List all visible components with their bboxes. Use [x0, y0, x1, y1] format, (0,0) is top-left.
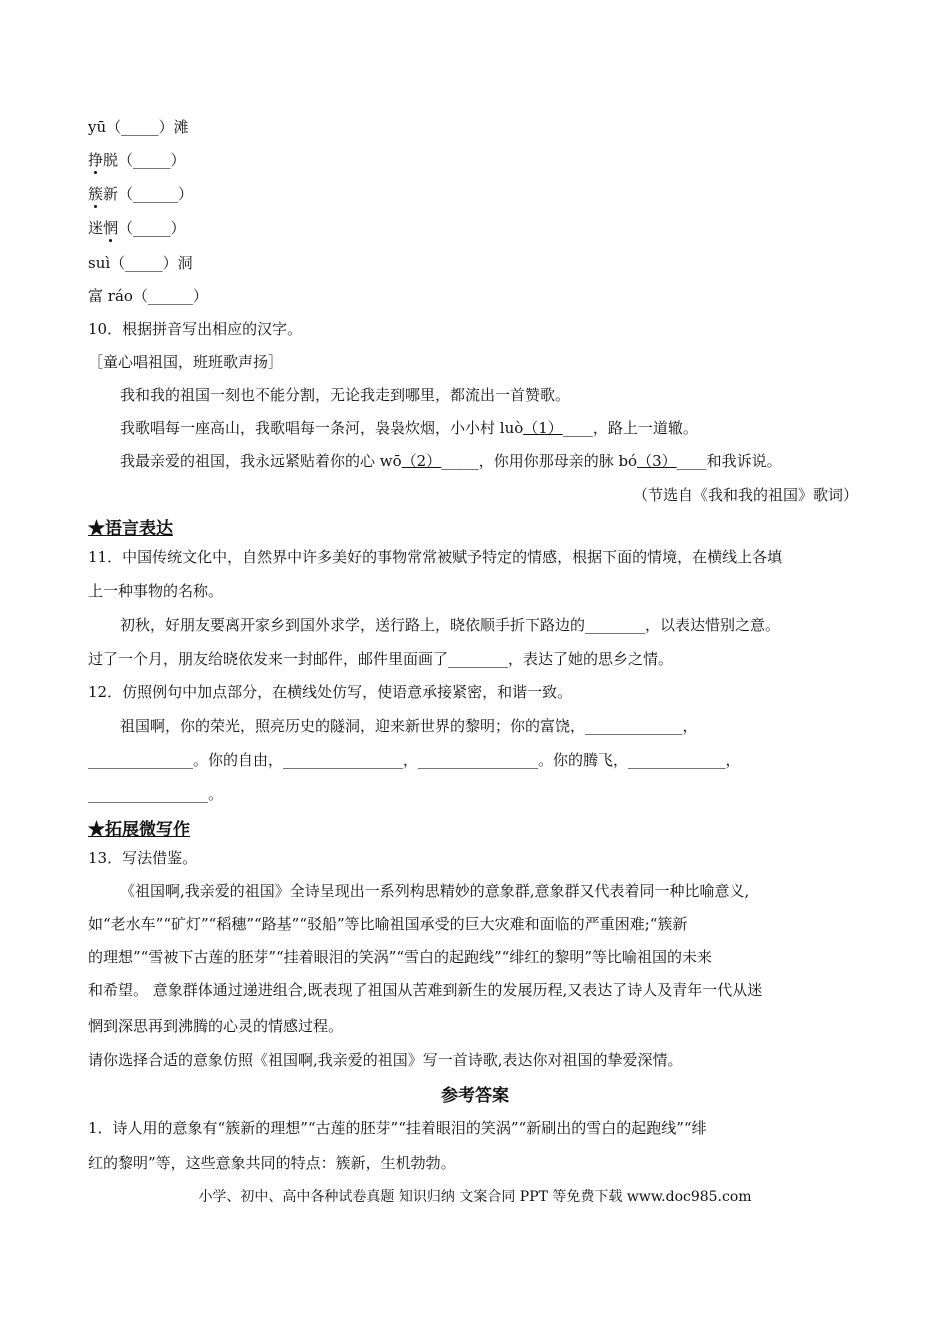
item-text: ）滩	[158, 118, 189, 136]
dotted-char: 簇	[88, 185, 104, 203]
pinyin-item-2	[88, 150, 186, 170]
q13-para-line-4: 和希望。 意象群体通过递进组合,既表现了祖国从苦难到新生的发展历程,又表达了诗人及青年一代从迷	[88, 981, 763, 999]
q10-lyric-line-1: 我和我的祖国一刻也不能分割，无论我走到哪里，都流出一首赞歌。	[120, 386, 571, 404]
lyric-text: _____，你用你那母亲的脉 bó	[441, 452, 638, 470]
pinyin-item-1	[88, 117, 189, 137]
answer-blank[interactable]: _____	[133, 151, 171, 169]
q12-line-2: 祖国啊，你的荣光，照亮历史的隧洞，迎来新世界的黎明；你的富饶，_____________，	[120, 717, 698, 735]
item-text: 新（	[103, 185, 134, 203]
q12-line-3: ______________。你的自由，________________，________________。你的腾飞，_____________，	[88, 751, 741, 769]
answer-1-line-1: 1．诗人用的意象有“簇新的理想”“古莲的胚芽”“挂着眼泪的笑涡”“新刷出的雪白的起跑线”“绯	[88, 1119, 707, 1137]
q13-para-line-1: 《祖国啊,我亲爱的祖国》全诗呈现出一系列构思精妙的意象群,意象群又代表着同一种比喻意义,	[120, 882, 750, 900]
dotted-char: 惘	[103, 219, 119, 237]
section-heading-writing: ★拓展微写作	[88, 820, 190, 840]
item-text: （	[118, 219, 134, 237]
pinyin-item-5	[88, 253, 193, 273]
q13-para-line-2: 如“老水车”“矿灯”“稻穗”“路基”“驳船”等比喻祖国承受的巨大灾难和面临的严重困难;“簇新	[88, 915, 688, 933]
answer-1-line-2: 红的黎明”等，这些意象共同的特点：簇新，生机勃勃。	[88, 1154, 456, 1172]
q12-line-4: ________________。	[88, 785, 224, 803]
lyric-text: 我最亲爱的祖国，我永远紧贴着你的心 wō	[120, 452, 402, 470]
blank-2[interactable]: （2）	[401, 452, 442, 470]
q11-line-3: 初秋，好朋友要离开家乡到国外求学，送行路上，晓依顺手折下路边的________，以表达惜别之意。	[120, 616, 781, 634]
answer-blank[interactable]: ______	[133, 185, 179, 203]
item-text: ）洞	[162, 254, 193, 272]
pinyin-item-3	[88, 184, 193, 204]
item-text: ）	[170, 151, 186, 169]
dotted-char: 挣	[88, 151, 104, 169]
item-text: ）	[192, 287, 208, 305]
item-text: 迷	[88, 219, 104, 237]
q12-line-1: 12．仿照例句中加点部分，在横线处仿写，使语意承接紧密，和谐一致。	[88, 683, 573, 701]
answer-blank[interactable]: _____	[133, 219, 171, 237]
section-heading-language: ★语言表达	[88, 519, 173, 539]
item-text: 脱（	[103, 151, 134, 169]
answer-title: 参考答案	[441, 1086, 509, 1106]
pinyin-item-6	[88, 286, 208, 306]
lyric-text: ____，路上一道辙。	[562, 419, 698, 437]
answer-blank[interactable]: _____	[121, 118, 159, 136]
item-text: ）	[178, 185, 194, 203]
blank-1[interactable]: （1）	[523, 419, 563, 437]
q10-source: （节选自《我和我的祖国》歌词）	[632, 486, 858, 504]
pinyin-item-4	[88, 218, 186, 238]
item-text: 富 ráo（	[88, 287, 148, 305]
q13-stem: 13．写法借鉴。	[88, 849, 198, 867]
q13-para-line-5: 惘到深思再到沸腾的心灵的情感过程。	[88, 1017, 344, 1035]
q10-stem: 10．根据拼音写出相应的汉字。	[88, 320, 303, 338]
q11-line-1: 11．中国传统文化中，自然界中许多美好的事物常常被赋予特定的情感，根据下面的情境，在横线上各填	[88, 548, 783, 566]
item-text: suì（	[88, 254, 126, 272]
item-text: yū（	[88, 118, 122, 136]
q10-context: ［童心唱祖国，班班歌声扬］	[88, 353, 284, 371]
footer-text: 小学、初中、高中各种试卷真题 知识归纳 文案合同 PPT 等免费下载 www.doc985.com	[198, 1189, 752, 1205]
q11-line-2: 上一种事物的名称。	[88, 582, 224, 600]
answer-blank[interactable]: ______	[147, 287, 193, 305]
q10-lyric-line-3	[120, 451, 782, 471]
lyric-text: 我歌唱每一座高山，我歌唱每一条河，袅袅炊烟，小小村 luò	[120, 419, 524, 437]
q13-para-line-3: 的理想”“雪被下古莲的胚芽”“挂着眼泪的笑涡”“雪白的起跑线”“绯红的黎明”等比喻祖国的未来	[88, 948, 713, 966]
q11-line-4: 过了一个月，朋友给晓依发来一封邮件，邮件里面画了________，表达了她的思乡之情。	[88, 650, 674, 668]
q10-lyric-line-2	[120, 418, 698, 438]
lyric-text: ____和我诉说。	[676, 452, 782, 470]
blank-3[interactable]: （3）	[637, 452, 677, 470]
item-text: ）	[170, 219, 186, 237]
answer-blank[interactable]: _____	[125, 254, 163, 272]
q13-task: 请你选择合适的意象仿照《祖国啊,我亲爱的祖国》写一首诗歌,表达你对祖国的挚爱深情。	[88, 1051, 683, 1069]
